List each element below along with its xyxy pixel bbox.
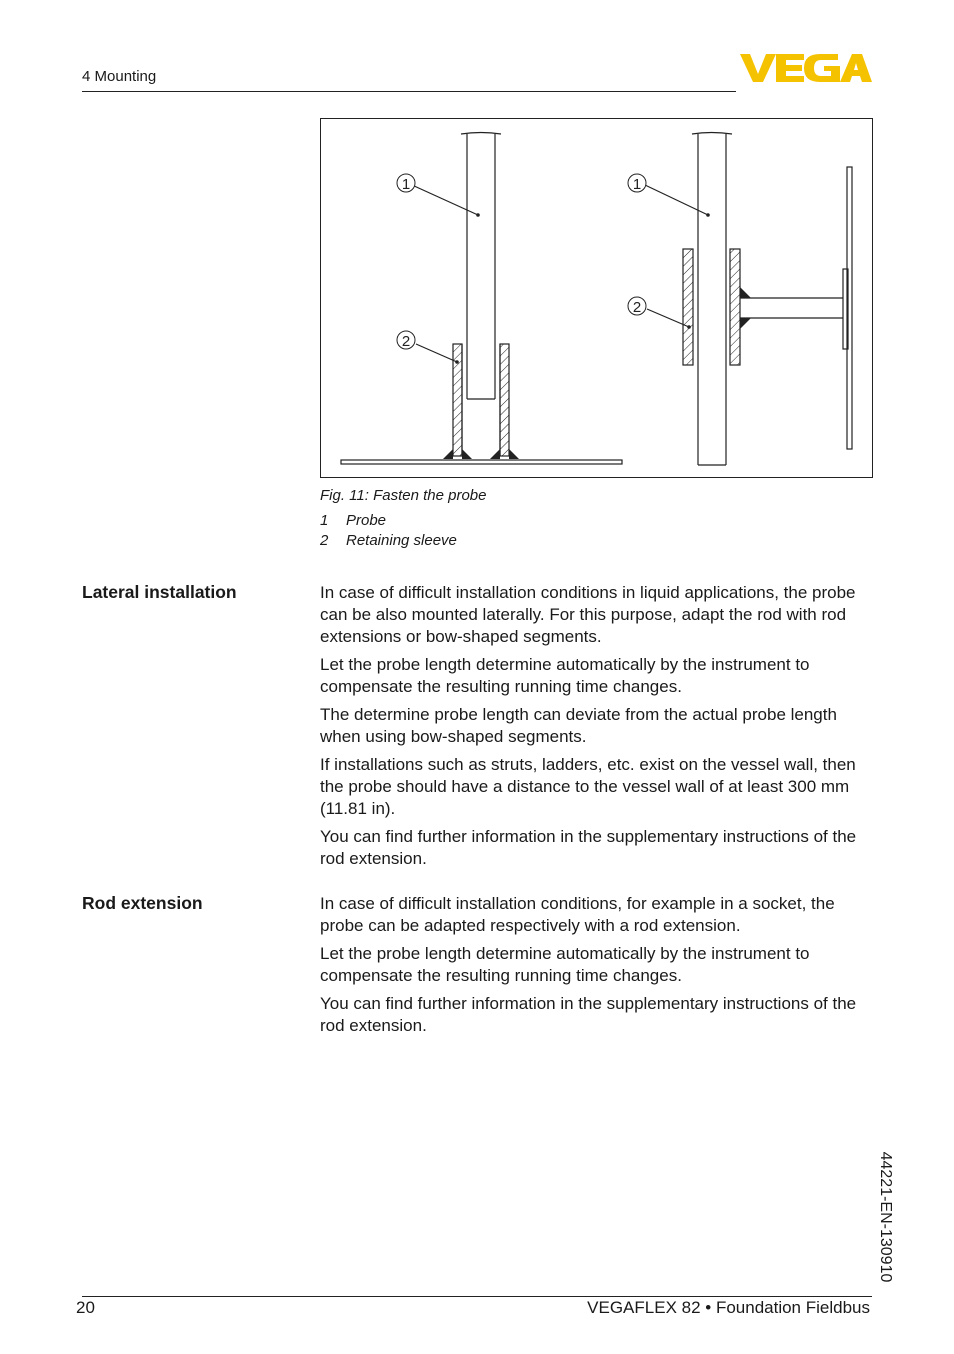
right-mounting-drawing: [645, 133, 852, 466]
svg-text:2: 2: [632, 299, 642, 316]
callout-2-left: [397, 331, 415, 350]
figure-fasten-probe: [320, 118, 873, 478]
callout-1-right: [628, 174, 646, 193]
footer-rule: [82, 1296, 872, 1297]
callout-1-left: [397, 174, 415, 193]
paragraph: In case of difficult installation conditions, for example in a socket, the probe can be adapted respectively with a rod extension.: [320, 894, 835, 935]
legend-number: 1: [320, 512, 329, 529]
figure-legend: [320, 512, 457, 552]
figure-drawing: [321, 119, 874, 479]
paragraph: You can find further information in the supplementary instructions of the rod extension.: [320, 827, 857, 868]
svg-text:2: 2: [401, 333, 411, 350]
paragraph: If installations such as struts, ladders, etc. exist on the vessel wall, then the probe should have a distance to the vessel wall of at least 300 mm (11.81 in).: [320, 755, 856, 818]
vega-logo-letters: [740, 54, 872, 82]
section-rod-extension: [320, 893, 872, 1043]
legend-item: [320, 512, 457, 532]
running-header-section: 4 Mounting: [82, 68, 157, 85]
paragraph: The determine probe length can deviate from the actual probe length when using bow-shaped segments.: [320, 705, 837, 746]
heading-lateral-installation: Lateral installation: [82, 582, 237, 602]
document-number: 44221-EN-130910: [877, 1151, 894, 1283]
left-mounting-drawing: [341, 133, 622, 465]
legend-item: [320, 532, 457, 552]
heading-rod-extension: Rod extension: [82, 893, 203, 913]
paragraph: You can find further information in the supplementary instructions of the rod extension.: [320, 994, 857, 1035]
figure-caption: Fig. 11: Fasten the probe: [320, 487, 487, 504]
paragraph: In case of difficult installation conditions in liquid applications, the probe can be also mounted laterally. For this purpose, adapt the rod with rod extensions or bow-shaped segments.: [320, 583, 856, 646]
svg-text:1: 1: [401, 176, 411, 193]
svg-text:1: 1: [632, 176, 642, 193]
footer-product-title: VEGAFLEX 82 • Foundation Fieldbus: [587, 1298, 870, 1317]
legend-label: Retaining sleeve: [346, 532, 457, 549]
legend-label: Probe: [346, 512, 387, 529]
header-rule: [82, 91, 736, 92]
legend-number: 2: [320, 532, 329, 549]
page-number: 20: [76, 1298, 95, 1317]
section-lateral-installation: [320, 582, 872, 876]
callout-2-right: [628, 297, 646, 316]
paragraph: Let the probe length determine automatically by the instrument to compensate the resulting running time changes.: [320, 655, 810, 696]
vega-logo: [740, 52, 872, 84]
paragraph: Let the probe length determine automatically by the instrument to compensate the resulting running time changes.: [320, 944, 810, 985]
